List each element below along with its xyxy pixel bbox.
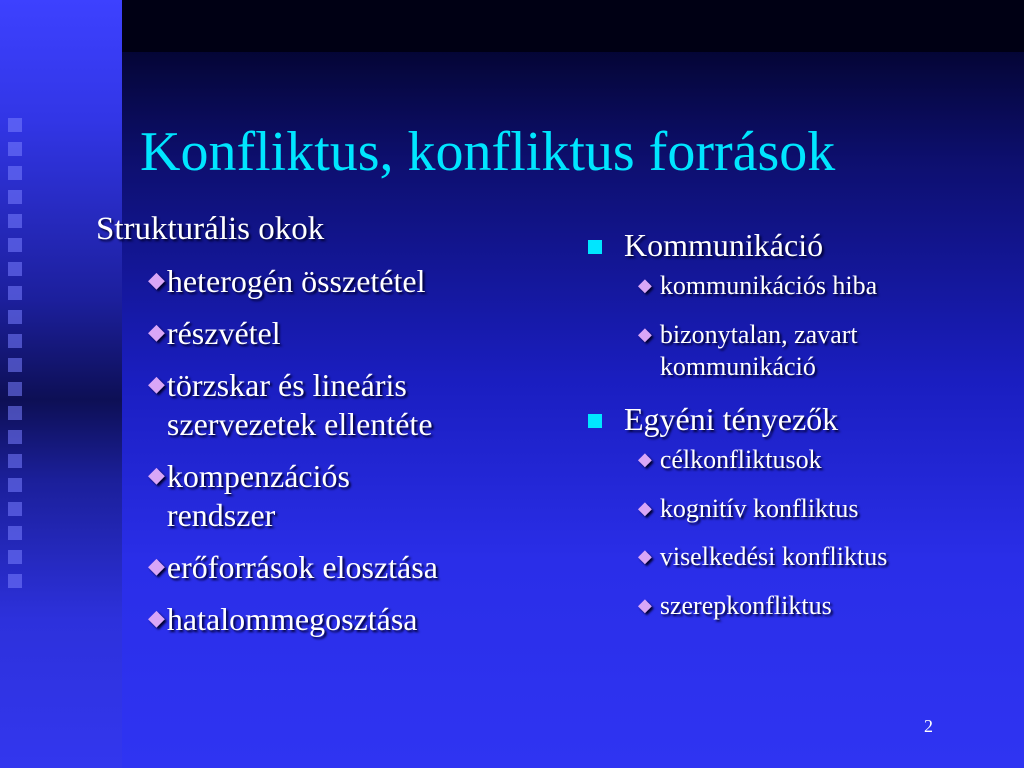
diamond-icon: ◆ — [148, 553, 165, 579]
list-item-text: célkonfliktusok — [659, 445, 822, 475]
decor-square — [8, 382, 22, 396]
decor-square — [8, 574, 22, 588]
diamond-icon: ◆ — [638, 275, 652, 297]
decor-square — [8, 286, 22, 300]
list-item — [638, 590, 1006, 623]
list-item — [148, 366, 566, 443]
list-item — [638, 319, 1006, 384]
decor-square — [8, 262, 22, 276]
decor-square — [8, 358, 22, 372]
list-item-text: bizonytalan, zavart kommunikáció — [659, 319, 858, 382]
decor-square — [8, 214, 22, 228]
list-item-text: viselkedési konfliktus — [659, 542, 888, 572]
list-item-text: erőforrások elosztása — [166, 548, 438, 585]
group-heading-individual-factors — [586, 400, 1006, 438]
left-heading: Strukturális okok — [96, 211, 325, 247]
left-bullet-list — [148, 262, 566, 639]
list-item-text: heterogén összetétel — [166, 262, 426, 299]
decor-square — [8, 478, 22, 492]
list-item — [638, 444, 1006, 477]
decor-square — [8, 430, 22, 444]
diamond-icon: ◆ — [148, 372, 165, 398]
group-heading-communication — [586, 226, 1006, 264]
diamond-icon: ◆ — [638, 497, 652, 519]
list-item — [148, 548, 566, 586]
list-item — [638, 541, 1006, 574]
group-label: Kommunikáció — [624, 227, 824, 263]
group-label: Egyéni tényezők — [624, 400, 839, 437]
list-item — [148, 314, 566, 352]
diamond-icon: ◆ — [148, 267, 165, 293]
square-bullet-icon — [588, 240, 602, 254]
diamond-icon: ◆ — [638, 323, 652, 345]
decor-square — [8, 526, 22, 540]
top-bar — [122, 0, 1024, 52]
decor-square — [8, 190, 22, 204]
list-item-text: részvétel — [166, 314, 281, 351]
diamond-icon: ◆ — [148, 319, 165, 345]
right-column — [586, 226, 1006, 638]
decor-square — [8, 406, 22, 420]
list-item — [638, 493, 1006, 526]
decor-square — [8, 118, 22, 132]
list-item — [638, 270, 1006, 303]
decor-square — [8, 142, 22, 156]
decor-square — [8, 550, 22, 564]
diamond-icon: ◆ — [638, 546, 652, 568]
page-number: 2 — [924, 716, 933, 736]
decor-square — [8, 502, 22, 516]
decor-square — [8, 334, 22, 348]
diamond-icon: ◆ — [148, 606, 165, 632]
communication-sublist — [638, 270, 1006, 384]
list-item-text: szerepkonfliktus — [659, 590, 832, 620]
decor-square — [8, 310, 22, 324]
list-item — [148, 262, 566, 300]
slide-title: Konfliktus, konfliktus források — [140, 121, 836, 183]
decor-square — [8, 454, 22, 468]
list-item-text: hatalommegosztása — [166, 601, 418, 638]
decor-squares — [8, 118, 30, 588]
list-item-text: kommunikációs hiba — [659, 271, 878, 301]
diamond-icon: ◆ — [148, 463, 165, 489]
diamond-icon: ◆ — [638, 594, 652, 616]
list-item-text: kompenzációs rendszer — [166, 458, 350, 533]
list-item — [148, 600, 566, 638]
list-item — [148, 457, 566, 534]
square-bullet-icon — [588, 414, 602, 428]
decor-square — [8, 166, 22, 180]
diamond-icon: ◆ — [638, 449, 652, 471]
decor-square — [8, 238, 22, 252]
list-item-text: kognitív konfliktus — [659, 493, 859, 523]
individual-factors-sublist — [638, 444, 1006, 622]
list-item-text: törzskar és lineáris szervezetek ellentéte — [166, 367, 433, 442]
left-column — [96, 210, 566, 653]
